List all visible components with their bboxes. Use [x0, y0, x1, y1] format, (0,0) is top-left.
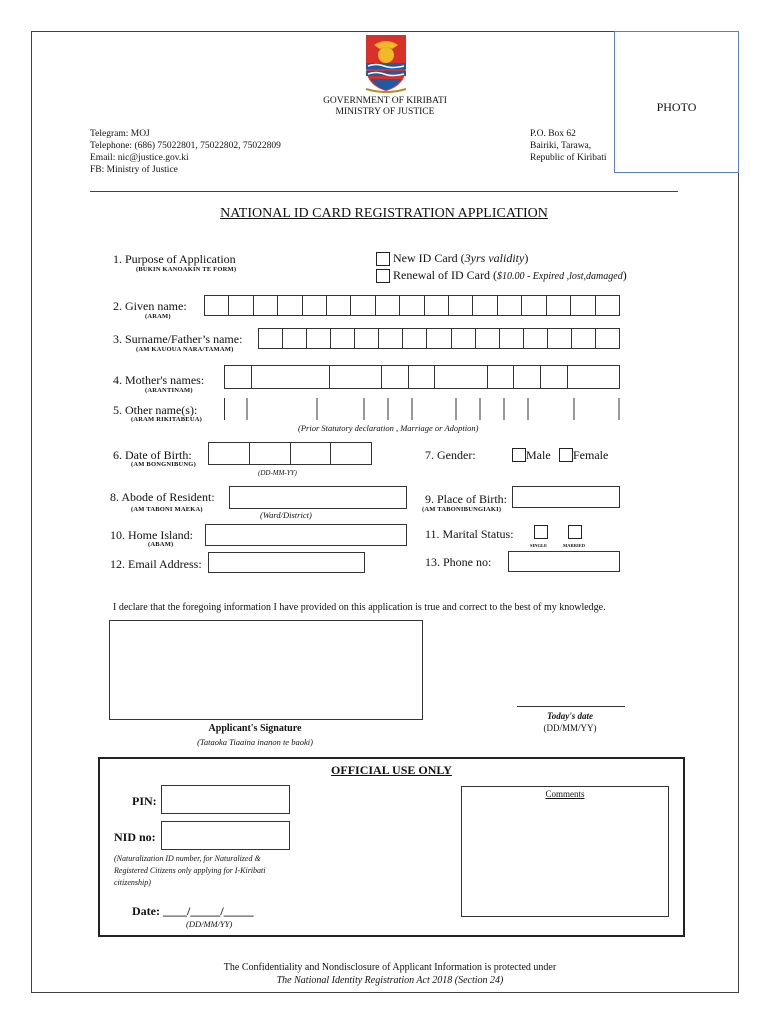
renewal-label: Renewal of ID Card ( [393, 268, 497, 282]
abode-field[interactable] [229, 486, 407, 509]
signature-sub: (Tataoka Tiaaina inanon te baoki) [197, 737, 313, 747]
new-id-checkbox[interactable] [376, 252, 390, 266]
footer-line: The Confidentiality and Nondisclosure of Applicant Information is protected under [223, 962, 557, 973]
male-label: Male [526, 448, 551, 462]
address-line: Republic of Kiribati [530, 153, 607, 163]
abode-sub: (AM TABONI MAEKA) [131, 506, 203, 513]
male-checkbox[interactable] [512, 448, 526, 462]
purpose-sub: (BUKIN KANOAKIN TE FORM) [136, 266, 237, 273]
email-label: 12. Email Address: [110, 557, 202, 571]
female-label: Female [573, 448, 609, 462]
female-checkbox[interactable] [559, 448, 573, 462]
declaration-text: I declare that the foregoing information I have provided on this application is true and correct to the best of my knowledge. [113, 602, 606, 613]
marital-status-label: 11. Marital Status: [425, 527, 514, 541]
mother-names-sub: (ARANTINAM) [145, 387, 193, 394]
official-date-line[interactable]: Date: ____/_____/_____ [132, 904, 254, 918]
new-id-validity: 3yrs validity [464, 251, 525, 265]
other-names-sub: (ARAM RIKITABEUA) [131, 416, 202, 423]
other-names-note: (Prior Statutory declaration , Marriage or Adoption) [298, 423, 479, 433]
place-of-birth-label: 9. Place of Birth: [425, 492, 507, 506]
single-label: SINGLE [530, 543, 548, 548]
renewal-fee: $10.00 - Expired ,lost,damaged [496, 271, 623, 282]
dob-format-note: (DD-MM-YY) [258, 469, 297, 477]
address-line: Bairiki, Tarawa, [530, 141, 592, 151]
photo-box[interactable] [614, 31, 739, 173]
pin-field[interactable] [161, 785, 290, 814]
home-island-field[interactable] [205, 524, 407, 546]
single-checkbox[interactable] [534, 525, 548, 539]
contact-left [90, 128, 281, 176]
mother-names-field[interactable] [224, 365, 620, 389]
renewal-option [393, 268, 627, 283]
phone-label: 13. Phone no: [425, 555, 492, 569]
footer-act: The National Identity Registration Act 2018 (Section 24) [276, 975, 504, 986]
signature-box[interactable] [109, 620, 423, 720]
contact-line: Telephone: (686) 75022801, 75022802, 75022809 [90, 141, 281, 151]
abode-note: (Ward/District) [260, 510, 312, 520]
new-id-label: New ID Card ( [393, 251, 465, 265]
surname-sub: (AM KAUOUA NARA/TAMAM) [136, 346, 234, 353]
surname-label: 3. Surname/Father’s name: [113, 332, 243, 346]
new-id-close: ) [524, 251, 529, 265]
today-date-label: Today's date [547, 711, 593, 721]
new-id-option [393, 251, 528, 266]
renewal-close: ) [622, 268, 627, 282]
today-date-sub: (DD/MM/YY) [543, 723, 597, 733]
abode-label: 8. Abode of Resident: [110, 490, 215, 504]
dob-label: 6. Date of Birth: [113, 448, 192, 462]
home-island-sub: (ABAM) [148, 541, 174, 548]
given-name-sub: (ARAM) [145, 313, 171, 320]
married-checkbox[interactable] [568, 525, 582, 539]
renewal-checkbox[interactable] [376, 269, 390, 283]
mother-names-label: 4. Mother's names: [113, 373, 205, 387]
phone-field[interactable] [508, 551, 620, 572]
nid-field[interactable] [161, 821, 290, 850]
contact-line: Telegram: MOJ [90, 129, 150, 139]
official-use-title: OFFICIAL USE ONLY [331, 763, 452, 777]
kiribati-coat-of-arms-icon [362, 33, 410, 93]
gender-label: 7. Gender: [425, 448, 476, 462]
photo-label: PHOTO [656, 100, 697, 114]
form-title: NATIONAL ID CARD REGISTRATION APPLICATION [220, 206, 548, 221]
dob-sub: (AM BONGNIBUNG) [131, 461, 196, 468]
government-title: GOVERNMENT OF KIRIBATI [323, 96, 447, 106]
email-field[interactable] [208, 552, 365, 573]
place-of-birth-field[interactable] [512, 486, 620, 508]
signature-label: Applicant's Signature [208, 723, 302, 734]
given-name-label: 2. Given name: [113, 299, 187, 313]
nid-note: (Naturalization ID number, for Naturalized & Registered Citizens only applying for I-Kiribati citizenship) [114, 854, 266, 887]
other-names-field[interactable] [224, 398, 620, 420]
pin-label: PIN: [132, 794, 157, 808]
given-name-field[interactable] [204, 295, 620, 316]
contact-right [530, 128, 607, 164]
purpose-label: 1. Purpose of Application [113, 252, 236, 266]
today-date-line[interactable] [517, 706, 625, 707]
dob-field[interactable] [208, 442, 372, 465]
comments-box[interactable] [461, 786, 669, 917]
contact-line: Email: nic@justice.gov.ki [90, 153, 189, 163]
married-label: MARRIED [563, 543, 585, 548]
official-date-sub: (DD/MM/YY) [186, 919, 233, 929]
header-divider [90, 191, 678, 192]
address-line: P.O. Box 62 [530, 129, 576, 139]
comments-label: Comments [545, 789, 585, 799]
home-island-label: 10. Home Island: [110, 528, 193, 542]
other-names-label: 5. Other name(s): [113, 403, 198, 417]
contact-line: FB: Ministry of Justice [90, 165, 178, 175]
place-of-birth-sub: (AM TABONIBUNGIAKI) [422, 506, 502, 513]
ministry-title: MINISTRY OF JUSTICE [335, 107, 435, 117]
surname-field[interactable] [258, 328, 620, 349]
nid-label: NID no: [114, 830, 156, 844]
